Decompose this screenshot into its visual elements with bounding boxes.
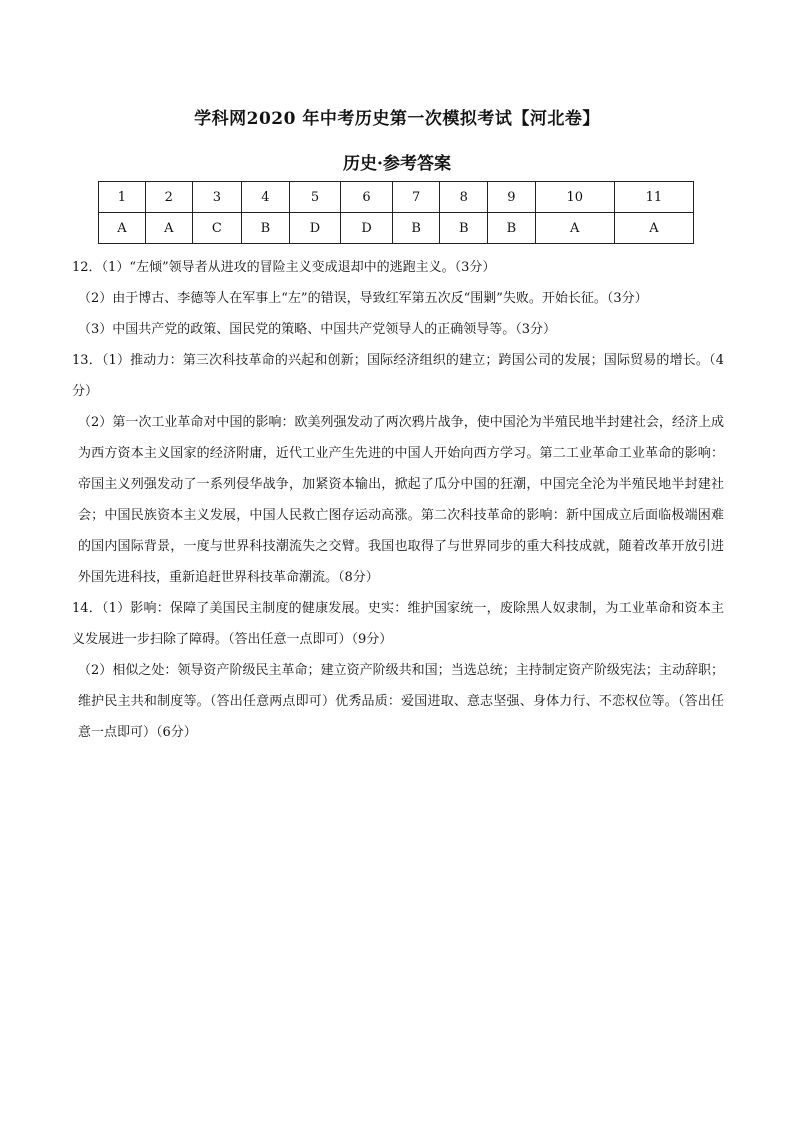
answer-cell: A xyxy=(614,213,693,244)
q12-part3: （3）中国共产党的政策、国民党的策略、中国共产党领导人的正确领导等。（3分） xyxy=(78,322,557,337)
question-number-cell: 5 xyxy=(289,182,341,213)
question-number-cell: 4 xyxy=(242,182,290,213)
answer-body xyxy=(72,252,724,748)
answer-cell: A xyxy=(145,213,192,244)
question-number-cell: 8 xyxy=(440,182,488,213)
answer-cell: D xyxy=(289,213,341,244)
answer-cell: C xyxy=(192,213,241,244)
q13-part2: （2）第一次工业革命对中国的影响：欧美列强发动了两次鸦片战争，使中国沦为半殖民地半封建社会，经济上成为西方资本主义国家的经济附庸，近代工业产生先进的中国人开始向西方学习。第二工业革命工业革命的影响：帝国主义列强发动了一系列侵华战争，加紧资本输出，掀起了瓜分中国的狂潮，中国完全沦为半殖民地半封建社会；中国民族资本主义发展，中国人民救亡图存运动高涨。第二次科技革命的影响：新中国成立后面临极端困难的国内国际背景，一度与世界科技潮流失之交臂。我国也取得了与世界同步的重大科技成就，随着改革开放引进外国先进科技，重新追赶世界科技革命潮流。（8分） xyxy=(78,415,724,585)
question-number-cell: 11 xyxy=(614,182,693,213)
question-number-cell: 7 xyxy=(392,182,440,213)
question-number-cell: 9 xyxy=(488,182,536,213)
document-title: 学科网2020 年中考历史第一次模拟考试【河北卷】 xyxy=(194,109,600,129)
answer-cell: B xyxy=(488,213,536,244)
answer-cell: B xyxy=(242,213,290,244)
q14-part1: 14．（1）影响：保障了美国民主制度的健康发展。史实：维护国家统一，废除黑人奴隶制，为工业革命和资本主义发展进一步扫除了障碍。（答出任意一点即可）（9分） xyxy=(72,601,724,647)
document-subtitle: 历史·参考答案 xyxy=(343,154,451,174)
answer-table xyxy=(98,181,694,244)
answer-cell: B xyxy=(440,213,488,244)
answer-row xyxy=(99,213,694,244)
answer-cell: B xyxy=(392,213,440,244)
question-number-cell: 1 xyxy=(99,182,146,213)
question-number-cell: 10 xyxy=(535,182,614,213)
question-number-cell: 6 xyxy=(341,182,393,213)
q12-part2: （2）由于博古、李德等人在军事上“左”的错误，导致红军第五次反“围剿”失败。开始长征。（3分） xyxy=(78,291,648,306)
answer-cell: A xyxy=(99,213,146,244)
q12-part1: 12．（1）“左倾”领导者从进攻的冒险主义变成退却中的逃跑主义。（3分） xyxy=(72,260,496,275)
question-number-cell: 3 xyxy=(192,182,241,213)
q14-part2: （2）相似之处：领导资产阶级民主革命；建立资产阶级共和国；当选总统；主持制定资产阶级宪法；主动辞职；维护民主共和制度等。（答出任意两点即可）优秀品质：爱国进取、意志坚强、身体力行、不恋权位等。（答出任意一点即可）（6分） xyxy=(78,663,724,740)
answer-cell: A xyxy=(535,213,614,244)
q13-part1: 13．（1）推动力：第三次科技革命的兴起和创新；国际经济组织的建立；跨国公司的发展；国际贸易的增长。（4分） xyxy=(72,353,724,399)
question-number-row xyxy=(99,182,694,213)
question-number-cell: 2 xyxy=(145,182,192,213)
answer-cell: D xyxy=(341,213,393,244)
